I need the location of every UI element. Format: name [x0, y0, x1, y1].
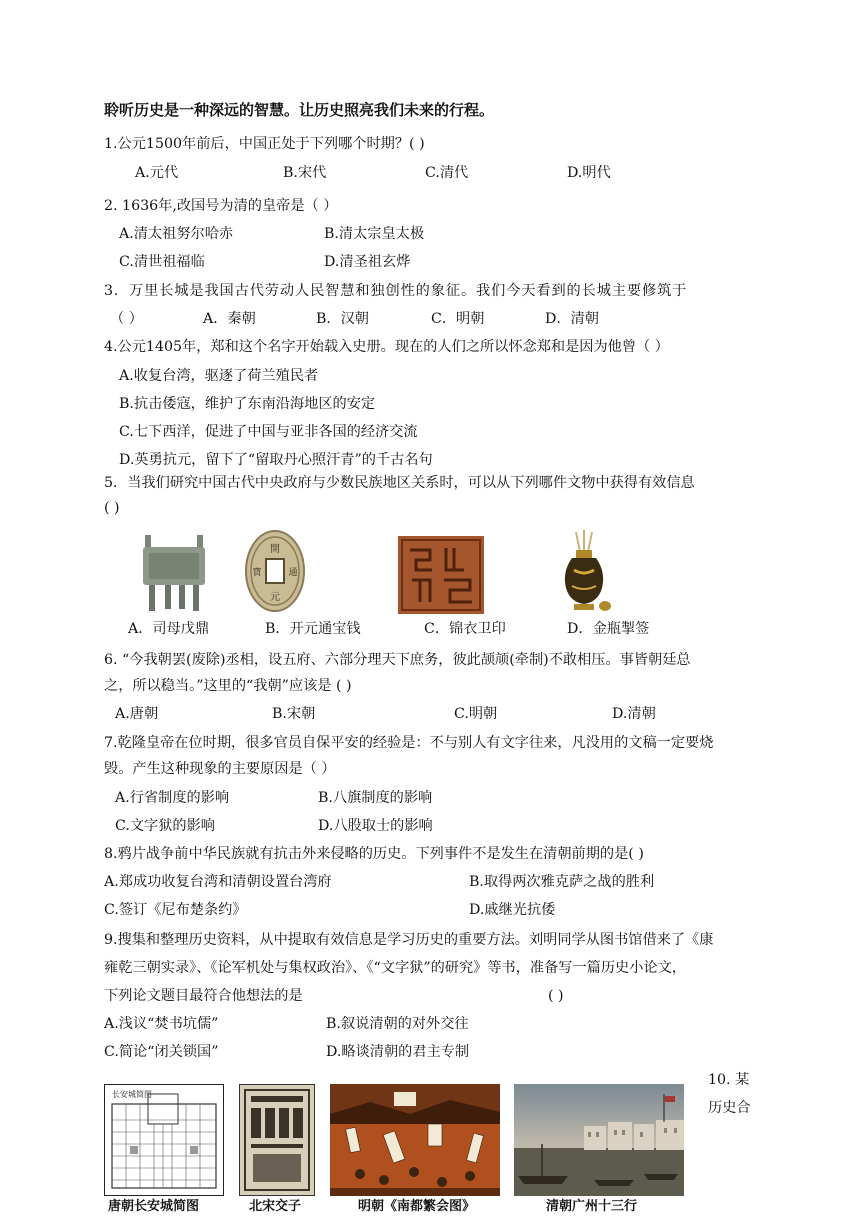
q5-stem: 5．当我们研究中国古代中央政府与少数民族地区关系时，可以从下列哪件文物中获得有效信息	[104, 475, 695, 491]
q1-option-c: C.清代	[425, 165, 469, 181]
q1-option-b: B.宋代	[283, 165, 327, 181]
q4-option-c: C.七下西洋，促进了中国与亚非各国的经济交流	[119, 424, 418, 440]
q10-stem-part1: 10. 某	[708, 1072, 750, 1088]
q1-stem: 1.公元1500年前后，中国正处于下列哪个时期？( )	[104, 136, 425, 152]
q10-stem-part2: 历史合	[708, 1100, 751, 1116]
q7-option-a: A.行省制度的影响	[115, 790, 230, 806]
jinyiwei-seal-image	[398, 536, 484, 614]
q9-stem-line1: 9.搜集和整理历史资料，从中提取有效信息是学习历史的重要方法。刘明同学从图书馆借来了《康	[104, 932, 714, 948]
q5-option-a: A．司母戊鼎	[128, 621, 210, 637]
q3-option-d: D．清朝	[545, 311, 599, 327]
caption-jiaozi: 北宋交子	[249, 1199, 302, 1214]
kaiyuan-coin-image	[244, 528, 306, 614]
q3-option-b: B．汉朝	[316, 311, 369, 327]
q7-option-d: D.八股取士的影响	[318, 818, 433, 834]
q2-option-b: B.清太宗皇太极	[324, 226, 425, 242]
q5-option-d: D．金瓶掣签	[567, 621, 650, 637]
q7-stem-line2: 毁。产生这种现象的主要原因是（ ）	[104, 761, 336, 777]
caption-nandu-painting: 明朝《南都繁会图》	[358, 1199, 476, 1214]
golden-urn-image	[558, 530, 614, 614]
q4-option-d: D.英勇抗元，留下了“留取丹心照汗青”的千古名句	[119, 452, 433, 468]
q8-option-a: A.郑成功收复台湾和清朝设置台湾府	[104, 874, 332, 890]
q4-option-a: A.收复台湾，驱逐了荷兰殖民者	[119, 368, 319, 384]
changan-map-image	[104, 1084, 224, 1196]
q6-stem-line1: 6. “今我朝罢(废除)丞相，设五府、六部分理天下庶务，彼此颉颃(牵制)不敢相压。事皆朝廷总	[104, 652, 691, 668]
q9-paren: ( )	[548, 988, 564, 1004]
q2-stem: 2. 1636年,改国号为清的皇帝是（ ）	[104, 198, 338, 214]
q5-option-c: C．锦衣卫印	[424, 621, 506, 637]
q9-option-c: C.简论“闭关锁国”	[104, 1044, 219, 1060]
q3-paren: （ ）	[110, 311, 143, 327]
map-title: 长安城简图	[112, 1090, 152, 1099]
q9-option-d: D.略谈清朝的君主专制	[326, 1044, 470, 1060]
svg-text:開: 開	[270, 544, 280, 555]
q7-option-c: C.文字狱的影响	[115, 818, 215, 834]
q8-option-c: C.签订《尼布楚条约》	[104, 902, 247, 918]
q3-option-c: C．明朝	[431, 311, 485, 327]
caption-changan-map: 唐朝长安城简图	[108, 1199, 200, 1214]
q2-option-d: D.清圣祖玄烨	[324, 254, 411, 270]
ding-cauldron-image	[139, 531, 209, 613]
jiaozi-banknote-image	[239, 1084, 315, 1196]
q9-option-b: B.叙说清朝的对外交往	[326, 1016, 469, 1032]
q2-option-c: C.清世祖福临	[119, 254, 205, 270]
q5-option-b: B．开元通宝钱	[265, 621, 361, 637]
q9-stem-line2: 雍乾三朝实录》、《论军机处与集权政治》、《“文字狱”的研究》等书，准备写一篇历史小论文，	[104, 960, 686, 976]
q3-option-a: A．秦朝	[203, 311, 256, 327]
q9-stem-line3: 下列论文题目最符合他想法的是	[104, 988, 303, 1004]
q1-option-d: D.明代	[567, 165, 611, 181]
svg-text:元: 元	[270, 592, 280, 603]
caption-thirteen-factories: 清朝广州十三行	[546, 1199, 638, 1214]
q8-option-d: D.戚继光抗倭	[469, 902, 556, 918]
q3-stem: 3．万里长城是我国古代劳动人民智慧和独创性的象征。我们今天看到的长城主要修筑于	[104, 283, 688, 299]
q1-option-a: A.元代	[135, 165, 179, 181]
nandu-fanhui-painting-image	[330, 1084, 500, 1196]
q8-option-b: B.取得两次雅克萨之战的胜利	[469, 874, 655, 890]
q7-stem-line1: 7.乾隆皇帝在位时期，很多官员自保平安的经验是：不与别人有文字往来，凡没用的文稿一定要烧	[104, 735, 714, 751]
q9-option-a: A.浅议“焚书坑儒”	[104, 1016, 219, 1032]
q6-option-c: C.明朝	[454, 706, 498, 722]
svg-text:通: 通	[288, 568, 298, 578]
q2-option-a: A.清太祖努尔哈赤	[119, 226, 234, 242]
q4-option-b: B.抗击倭寇，维护了东南沿海地区的安定	[119, 396, 376, 412]
q4-stem: 4.公元1405年，郑和这个名字开始载入史册。现在的人们之所以怀念郑和是因为他曾（ ）	[104, 339, 669, 355]
q6-option-a: A.唐朝	[115, 706, 159, 722]
q7-option-b: B.八旗制度的影响	[318, 790, 433, 806]
q6-stem-line2: 之，所以稳当。”这里的“我朝”应该是 ( )	[104, 678, 352, 694]
page-title: 聆听历史是一种深远的智慧。让历史照亮我们未来的行程。	[104, 101, 495, 119]
guangzhou-thirteen-factories-image	[514, 1084, 684, 1196]
svg-text:寶: 寶	[252, 568, 262, 578]
q6-option-d: D.清朝	[612, 706, 656, 722]
q8-stem: 8.鸦片战争前中华民族就有抗击外来侵略的历史。下列事件不是发生在清朝前期的是( )	[104, 846, 644, 862]
q6-option-b: B.宋朝	[272, 706, 316, 722]
q5-paren: ( )	[104, 500, 120, 516]
